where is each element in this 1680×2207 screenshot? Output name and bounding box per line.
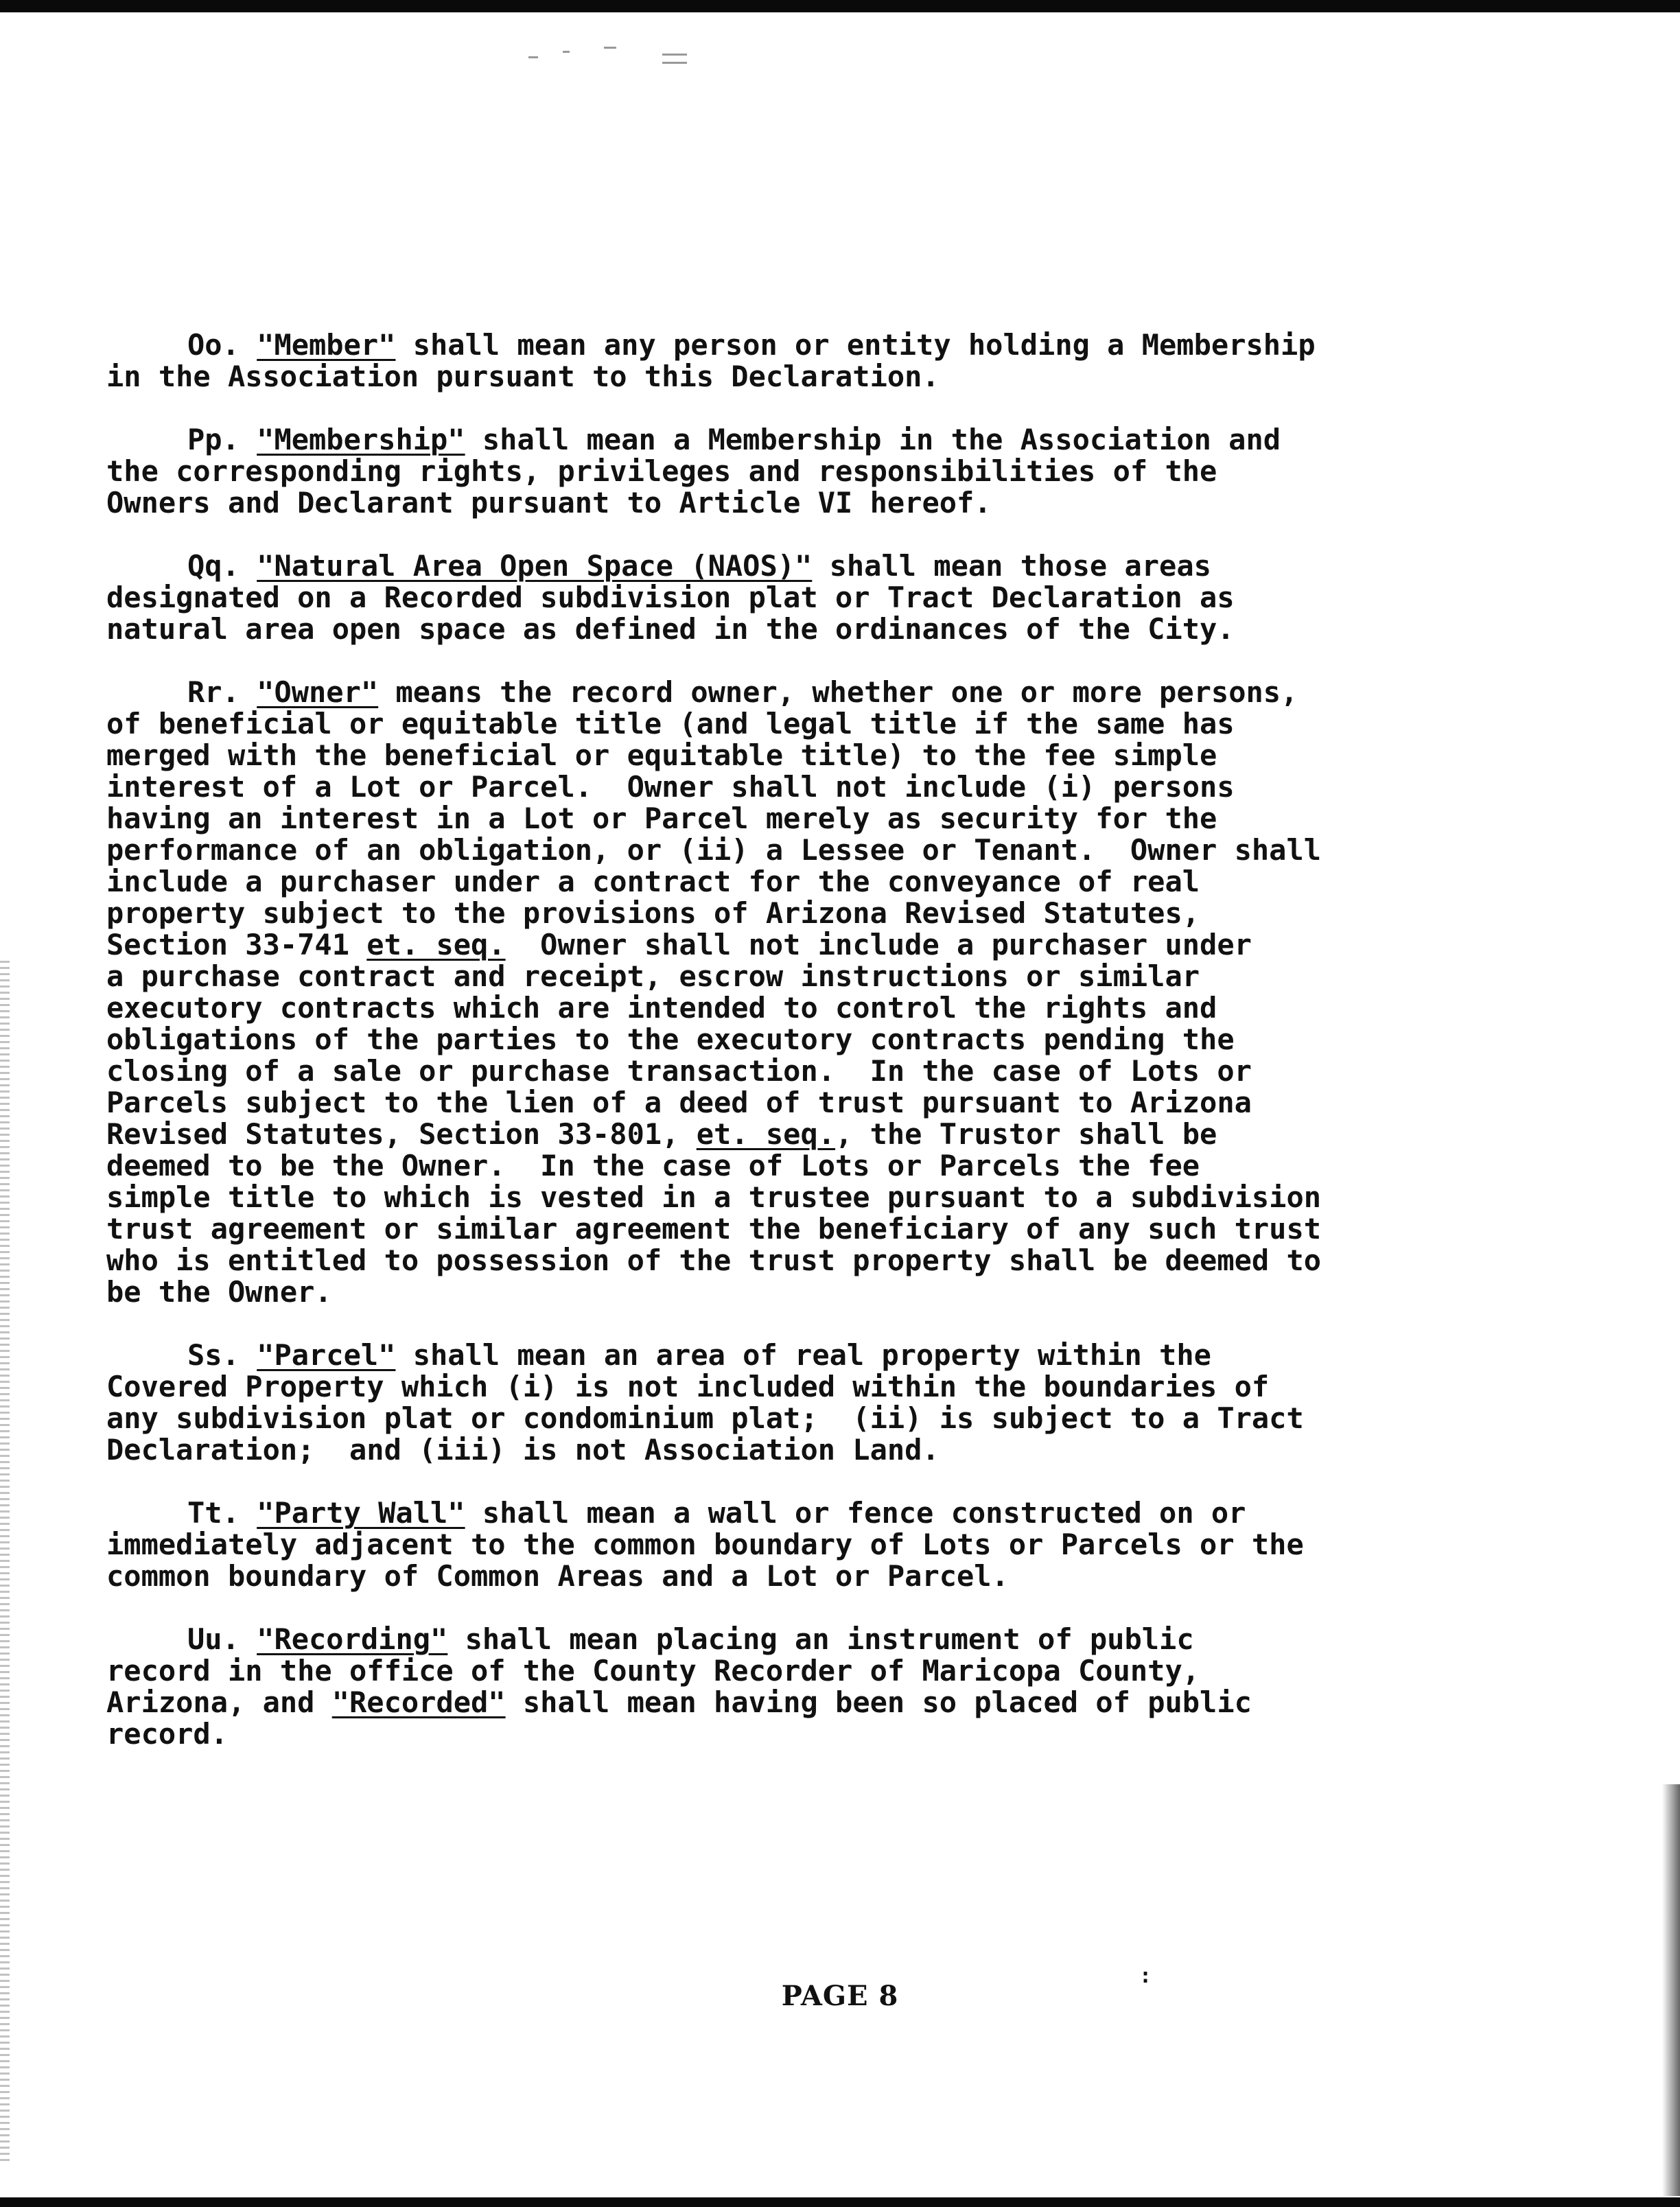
text-run: Arizona, and [106, 1685, 332, 1719]
text-run: Uu. [187, 1622, 257, 1656]
text-line [106, 1182, 1575, 1213]
text-run: obligations of the parties to the executory contracts pending the [106, 1023, 1235, 1056]
text-run: deemed to be the Owner. In the case of Lots or Parcels the fee [106, 1149, 1200, 1182]
text-line [106, 898, 1575, 929]
text-run: , the Trustor shall be [835, 1117, 1217, 1151]
text-line [106, 992, 1575, 1024]
text-line [106, 929, 1575, 961]
text-line [106, 1087, 1575, 1119]
text-run: Pp. [187, 423, 257, 456]
text-line [106, 708, 1575, 740]
text-run: Tt. [187, 1496, 257, 1530]
text-run: common boundary of Common Areas and a Lot or Parcel. [106, 1559, 1009, 1593]
text-line [106, 424, 1575, 456]
text-line [106, 614, 1575, 645]
text-line [106, 1624, 1575, 1655]
text-line [106, 1718, 1575, 1750]
text-line [106, 1119, 1575, 1150]
defined-term: "Natural Area Open Space (NAOS)" [257, 549, 813, 583]
text-line [106, 1371, 1575, 1403]
text-run: closing of a sale or purchase transaction. In the case of Lots or [106, 1054, 1252, 1088]
text-run: Qq. [187, 549, 257, 583]
text-run: Declaration; and (iii) is not Association Land. [106, 1433, 940, 1467]
text-run: shall mean a wall or fence constructed on or [465, 1496, 1246, 1530]
definition-rr [106, 677, 1575, 1308]
text-line [106, 1529, 1575, 1561]
text-run: shall mean an area of real property within the [395, 1338, 1211, 1372]
text-run: Covered Property which (i) is not included within the boundaries of [106, 1370, 1270, 1403]
definition-pp [106, 424, 1575, 519]
text-run: immediately adjacent to the common boundary of Lots or Parcels or the [106, 1528, 1304, 1561]
text-run: shall mean a Membership in the Association and [465, 423, 1281, 456]
text-line [106, 1213, 1575, 1245]
text-run: having an interest in a Lot or Parcel merely as security for the [106, 802, 1217, 835]
text-line [106, 1340, 1575, 1371]
text-line [106, 677, 1575, 708]
text-run: Owner shall not include a purchaser under [505, 928, 1252, 961]
scan-speckle [522, 41, 714, 69]
text-run: Section 33-741 [106, 928, 367, 961]
text-run: Revised Statutes, Section 33-801, [106, 1117, 697, 1151]
defined-term: "Parcel" [257, 1338, 396, 1372]
text-run: record in the office of the County Recorder of Maricopa County, [106, 1654, 1200, 1688]
text-line [106, 1655, 1575, 1687]
defined-term: "Member" [257, 328, 396, 362]
text-run: performance of an obligation, or (ii) a Lessee or Tenant. Owner shall [106, 833, 1322, 867]
text-run: record. [106, 1717, 229, 1751]
text-line [106, 1276, 1575, 1308]
scan-border-bottom [0, 2197, 1680, 2207]
definition-tt [106, 1497, 1575, 1592]
text-run: interest of a Lot or Parcel. Owner shall not include (i) persons [106, 770, 1235, 804]
text-run: of beneficial or equitable title (and legal title if the same has [106, 707, 1235, 740]
text-line [106, 1055, 1575, 1087]
text-line [106, 866, 1575, 898]
text-line [106, 1434, 1575, 1466]
text-run: designated on a Recorded subdivision plat or Tract Declaration as [106, 581, 1235, 614]
text-run: Oo. [187, 328, 257, 362]
text-run: simple title to which is vested in a trustee pursuant to a subdivision [106, 1180, 1322, 1214]
text-run: natural area open space as defined in the ordinances of the City. [106, 612, 1235, 646]
text-line [106, 1687, 1575, 1718]
text-line [106, 487, 1575, 519]
defined-term: "Recorded" [331, 1685, 506, 1719]
text-line [106, 1403, 1575, 1434]
defined-term: "Recording" [257, 1622, 448, 1656]
text-line [106, 1561, 1575, 1592]
scan-border-top [0, 0, 1680, 12]
text-line [106, 961, 1575, 992]
text-run: executory contracts which are intended to control the rights and [106, 991, 1217, 1025]
defined-term: "Membership" [257, 423, 465, 456]
text-line [106, 1497, 1575, 1529]
text-line [106, 740, 1575, 771]
defined-term: "Owner" [257, 675, 379, 709]
text-run: trust agreement or similar agreement the beneficiary of any such trust [106, 1212, 1322, 1246]
text-line [106, 329, 1575, 361]
text-line [106, 1245, 1575, 1276]
text-line [106, 550, 1575, 582]
text-line [106, 361, 1575, 393]
page-number: PAGE 8 [781, 1980, 899, 2012]
defined-term: "Party Wall" [257, 1496, 465, 1530]
defined-term: et. seq. [696, 1117, 836, 1151]
text-line [106, 582, 1575, 614]
text-line [106, 803, 1575, 834]
text-line [106, 771, 1575, 803]
text-run: be the Owner. [106, 1275, 332, 1309]
definition-oo [106, 329, 1575, 393]
text-run: any subdivision plat or condominium plat; (ii) is subject to a Tract [106, 1401, 1304, 1435]
text-run: a purchase contract and receipt, escrow instructions or similar [106, 959, 1200, 993]
text-line [106, 456, 1575, 487]
text-run: shall mean having been so placed of public [505, 1685, 1252, 1719]
text-run: Owners and Declarant pursuant to Article VI hereof. [106, 486, 992, 519]
text-run: Ss. [187, 1338, 257, 1372]
definition-qq [106, 550, 1575, 645]
text-line [106, 834, 1575, 866]
text-run: shall mean any person or entity holding a Membership [395, 328, 1316, 362]
text-run: the corresponding rights, privileges and responsibilities of the [106, 454, 1217, 488]
text-run: who is entitled to possession of the trust property shall be deemed to [106, 1243, 1322, 1277]
text-run: Rr. [187, 675, 257, 709]
definition-ss [106, 1340, 1575, 1466]
text-run: means the record owner, whether one or more persons, [378, 675, 1298, 709]
text-run: in the Association pursuant to this Declaration. [106, 360, 940, 393]
text-run: Parcels subject to the lien of a deed of trust pursuant to Arizona [106, 1086, 1252, 1119]
text-run: shall mean placing an instrument of public [447, 1622, 1194, 1656]
text-run: merged with the beneficial or equitable title) to the fee simple [106, 738, 1217, 772]
text-run: shall mean those areas [812, 549, 1211, 583]
document-body [106, 329, 1575, 1782]
text-line [106, 1024, 1575, 1055]
definition-uu [106, 1624, 1575, 1750]
text-run: include a purchaser under a contract for the conveyance of real [106, 865, 1200, 898]
defined-term: et. seq. [366, 928, 506, 961]
stray-mark: : [1139, 1964, 1152, 1988]
text-run: property subject to the provisions of Arizona Revised Statutes, [106, 896, 1200, 930]
text-line [106, 1150, 1575, 1182]
